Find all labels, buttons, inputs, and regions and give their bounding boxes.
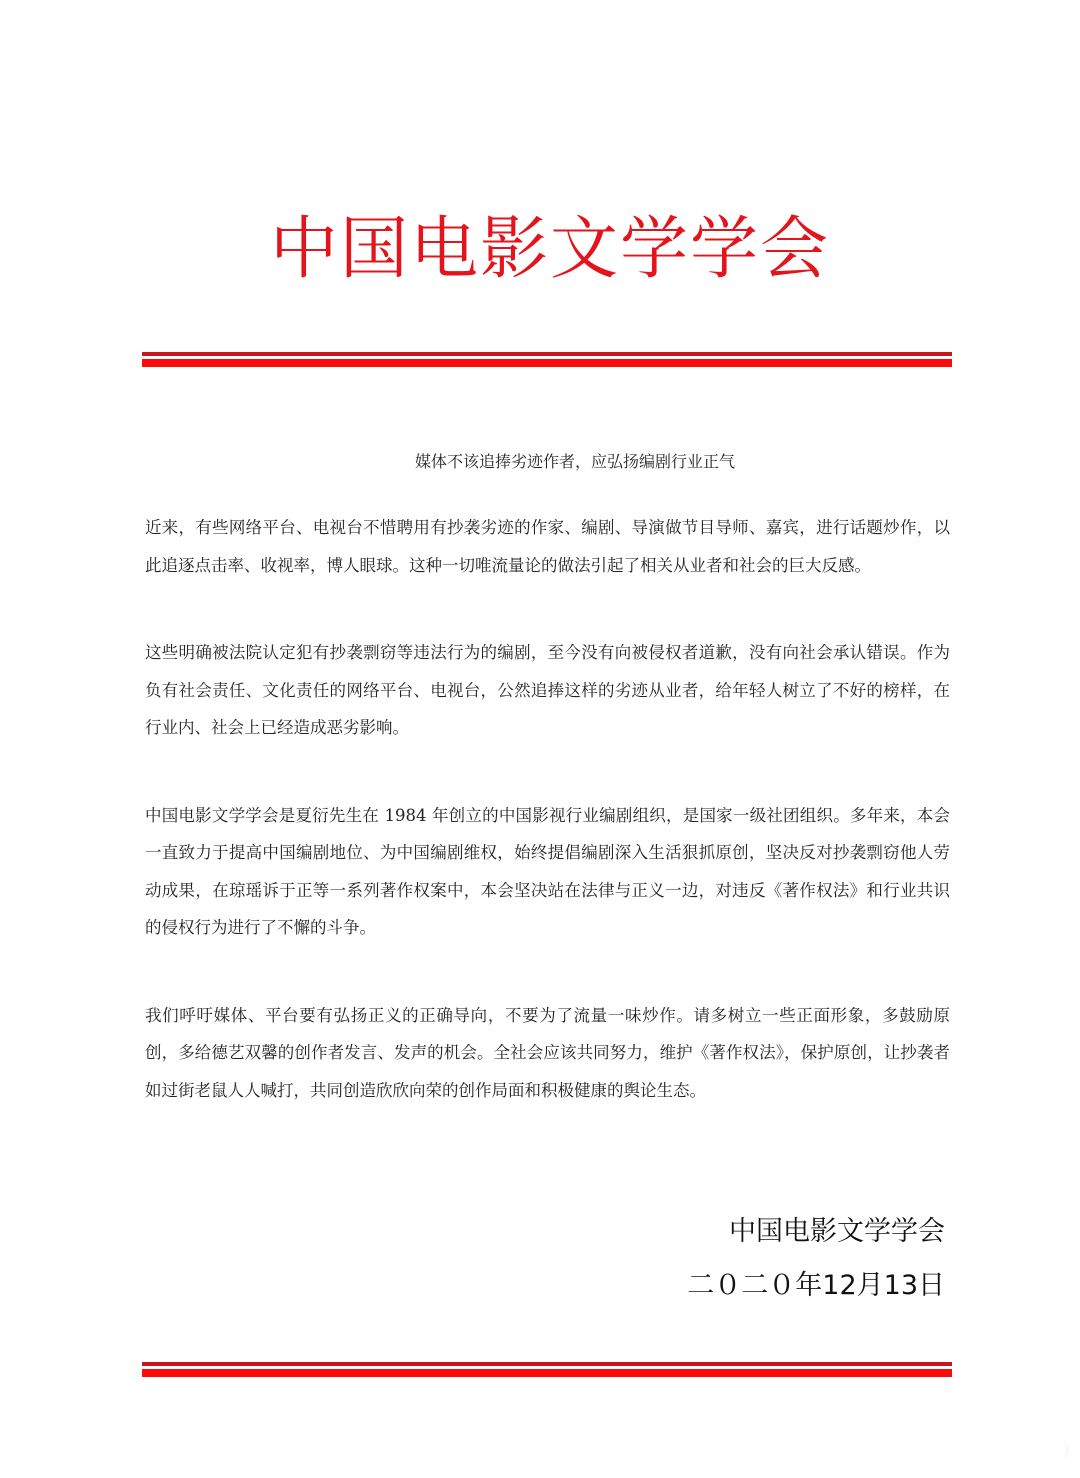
body-paragraph: 中国电影文学学会是夏衍先生在 1984 年创立的中国影视行业编剧组织，是国家一级社团组织。多年来，本会一直致力于提高中国编剧地位、为中国编剧维权，始终提倡编剧深入生活狠抓原创，坚决反对抄袭剽窃他人劳动成果，在琼瑶诉于正等一系列著作权案中，本会坚决站在法律与正义一边，对违反《著作权法》和行业共识的侵权行为进行了不懈的斗争。 <box>145 805 950 937</box>
divider-thick-line <box>142 359 952 367</box>
letterhead-title: 中国电影文学学会 <box>269 210 830 289</box>
footer-divider-bottom <box>142 1362 952 1377</box>
divider-thick-line <box>142 1369 952 1377</box>
body-paragraph: 这些明确被法院认定犯有抄袭剽窃等违法行为的编剧，至今没有向被侵权者道歉，没有向社会承认错误。作为负有社会责任、文化责任的网络平台、电视台，公然追捧这样的劣迹从业者，给年轻人树立了不好的榜样，在行业内、社会上已经造成恶劣影响。 <box>145 643 950 737</box>
letterhead-divider-top <box>142 352 952 367</box>
document-body <box>145 509 950 1159</box>
signature-block <box>687 1205 945 1313</box>
signature-organization: 中国电影文学学会 <box>729 1216 945 1247</box>
signature-date: 二０二０年12月13日 <box>687 1270 945 1301</box>
body-paragraph: 近来，有些网络平台、电视台不惜聘用有抄袭劣迹的作家、编剧、导演做节目导师、嘉宾，进行话题炒作，以此追逐点击率、收视率，博人眼球。这种一切唯流量论的做法引起了相关从业者和社会的巨大反感。 <box>145 518 950 575</box>
body-paragraph: 我们呼吁媒体、平台要有弘扬正义的正确导向，不要为了流量一味炒作。请多树立一些正面形象，多鼓励原创，多给德艺双馨的创作者发言、发声的机会。全社会应该共同努力，维护《著作权法》，保护原创，让抄袭者如过街老鼠人人喊打，共同创造欣欣向荣的创作局面和积极健康的舆论生态。 <box>145 1005 950 1100</box>
document-subtitle: 媒体不该追捧劣迹作者，应弘扬编剧行业正气 <box>414 452 735 471</box>
faint-watermark <box>977 1440 1068 1460</box>
